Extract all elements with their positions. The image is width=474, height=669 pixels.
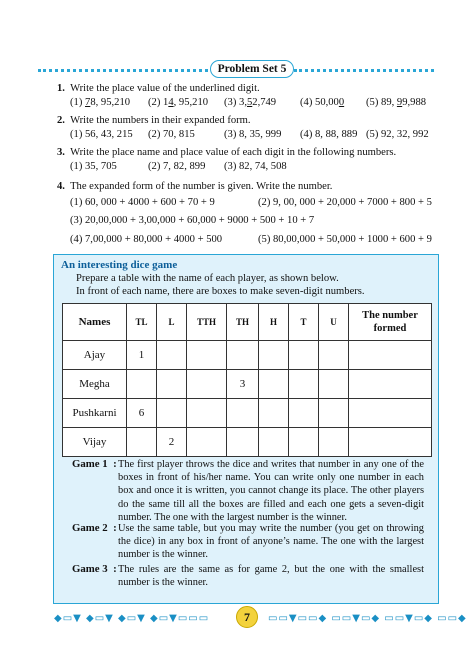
- dice-game-intro-2: In front of each name, there are boxes to make seven-digit numbers.: [76, 286, 365, 297]
- cell: [259, 399, 289, 428]
- col-header-tl: TL: [127, 304, 157, 341]
- page-number: 7: [236, 606, 258, 628]
- cell: 2: [157, 428, 187, 457]
- q3-option-2: (2) 7, 82, 899: [148, 161, 206, 172]
- col-header-th: TH: [227, 304, 259, 341]
- header-dots-right: [294, 69, 434, 72]
- q2-option-5: (5) 92, 32, 992: [366, 129, 429, 140]
- game-2-text: Use the same table, but you may write the number (you get on throwing the dice) in any box in front of anyone’s name. The one with the largest number is the winner.: [118, 523, 424, 561]
- table-row: [63, 399, 432, 428]
- problem-set-title: Problem Set 5: [210, 60, 294, 78]
- col-header-tth: TTH: [187, 304, 227, 341]
- cell-name: Megha: [63, 370, 127, 399]
- cell: [227, 428, 259, 457]
- cell: [259, 370, 289, 399]
- game-1-label: Game 1 :: [72, 458, 117, 470]
- cell-name: Pushkarni: [63, 399, 127, 428]
- cell: 3: [227, 370, 259, 399]
- cell: [289, 370, 319, 399]
- cell: [349, 370, 432, 399]
- cell: [319, 341, 349, 370]
- cell: [157, 341, 187, 370]
- q2-option-1: (1) 56, 43, 215: [70, 129, 133, 140]
- q2-option-4: (4) 8, 88, 889: [300, 129, 358, 140]
- q2-option-3: (3) 8, 35, 999: [224, 129, 282, 140]
- cell: [259, 341, 289, 370]
- cell: [157, 399, 187, 428]
- cell: [187, 370, 227, 399]
- table-row: [63, 370, 432, 399]
- cell: [187, 428, 227, 457]
- table-row: [63, 428, 432, 457]
- dice-game-intro-1: Prepare a table with the name of each player, as shown below.: [76, 273, 339, 284]
- header-dots-left: [38, 69, 208, 72]
- col-header-names: Names: [63, 304, 127, 341]
- cell: [289, 399, 319, 428]
- q1-option-3: (3) 3,52,749: [224, 97, 277, 108]
- q1-option-2: (2) 14, 95,210: [148, 97, 209, 108]
- cell: [349, 428, 432, 457]
- col-header-h: H: [259, 304, 289, 341]
- q4-option-4: (4) 7,00,000 + 80,000 + 4000 + 500: [70, 234, 223, 245]
- q3-option-3: (3) 82, 74, 508: [224, 161, 287, 172]
- cell: [259, 428, 289, 457]
- footer-decoration-right: ▭▭▼▭▭◆ ▭▭▼▭◆ ▭▭▼▭◆ ▭▭◆: [268, 613, 467, 624]
- footer-decoration-left: ◆▭▼ ◆▭▼ ◆▭▼ ◆▭▼▭▭▭: [54, 613, 210, 624]
- game-1-text: The first player throws the dice and writes that number in any one of the boxes in front of his/her name. You can write only one number in each box and once it is written, you cannot change its place. The other players do the same till all the boxes are filled and each one gets a seven-digit number. The one with the largest number is the winner.: [118, 459, 424, 523]
- cell: [157, 370, 187, 399]
- cell: [319, 370, 349, 399]
- cell: 6: [127, 399, 157, 428]
- col-header-u: U: [319, 304, 349, 341]
- cell: [319, 399, 349, 428]
- cell: [319, 428, 349, 457]
- q2-option-2: (2) 70, 815: [148, 129, 195, 140]
- game-3-label: Game 3 :: [72, 563, 117, 575]
- question-1: 1. Write the place value of the underlined digit.: [57, 83, 260, 94]
- cell: 1: [127, 341, 157, 370]
- cell: [289, 341, 319, 370]
- q1-option-5: (5) 89, 99,988: [366, 97, 427, 108]
- table-row: [63, 341, 432, 370]
- col-header-t: T: [289, 304, 319, 341]
- cell: [127, 370, 157, 399]
- cell: [187, 399, 227, 428]
- cell: [227, 399, 259, 428]
- cell-name: Vijay: [63, 428, 127, 457]
- q1-option-4: (4) 50,000: [300, 97, 345, 108]
- question-2: 2. Write the numbers in their expanded form.: [57, 115, 251, 126]
- cell: [349, 341, 432, 370]
- q3-option-1: (1) 35, 705: [70, 161, 117, 172]
- cell-name: Ajay: [63, 341, 127, 370]
- cell: [227, 341, 259, 370]
- cell: [349, 399, 432, 428]
- col-header-number-formed: The number formed: [349, 304, 432, 341]
- game-3-text: The rules are the same as for game 2, but the one with the smallest number is the winner.: [118, 564, 424, 589]
- question-4: 4. The expanded form of the number is given. Write the number.: [57, 181, 333, 192]
- cell: [127, 428, 157, 457]
- cell: [187, 341, 227, 370]
- game-2-label: Game 2 :: [72, 522, 117, 534]
- dice-game-table: [62, 303, 432, 457]
- question-3: 3. Write the place name and place value of each digit in the following numbers.: [57, 147, 397, 158]
- col-header-l: L: [157, 304, 187, 341]
- table-header-row: [63, 304, 432, 341]
- q4-option-1: (1) 60, 000 + 4000 + 600 + 70 + 9: [70, 197, 215, 208]
- dice-game-title: An interesting dice game: [61, 259, 178, 271]
- q1-option-1: (1) 78, 95,210: [70, 97, 131, 108]
- q4-option-2: (2) 9, 00, 000 + 20,000 + 7000 + 800 + 5: [258, 197, 432, 208]
- q4-option-3: (3) 20,00,000 + 3,00,000 + 60,000 + 9000 + 500 + 10 + 7: [70, 215, 315, 226]
- cell: [289, 428, 319, 457]
- q4-option-5: (5) 80,00,000 + 50,000 + 1000 + 600 + 9: [258, 234, 432, 245]
